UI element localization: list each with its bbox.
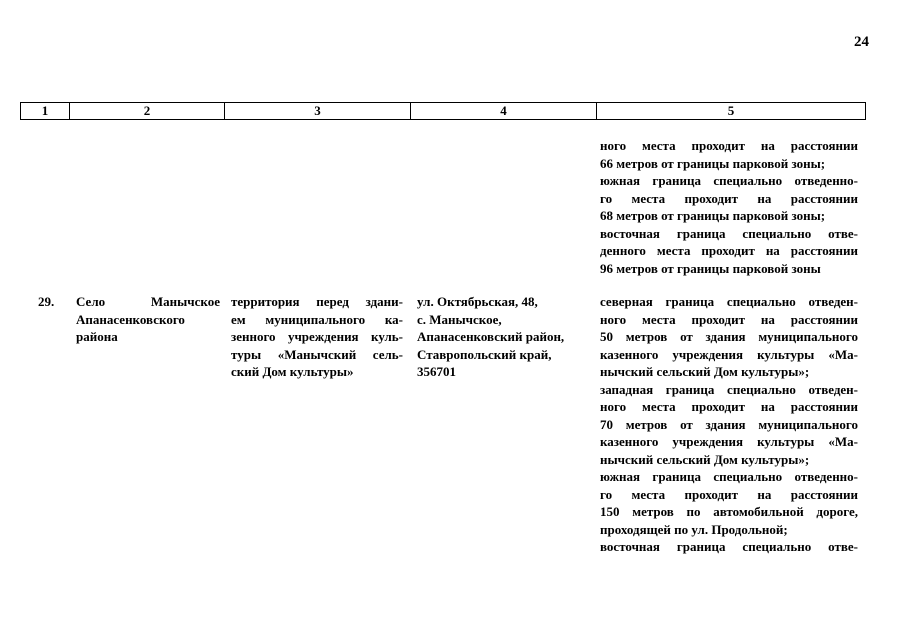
row29-settlement — [76, 293, 220, 346]
text-line: 50 метров от здания муниципального — [600, 329, 858, 344]
text-line: го места проходит на расстоянии — [600, 190, 858, 206]
row-number: 29. — [38, 294, 55, 309]
text-line: северная граница специально отведен- — [600, 294, 858, 309]
text-line: Апанасенковский район, — [417, 329, 565, 344]
text-line: денного места проходит на расстоянии — [600, 243, 858, 258]
text-line: южная граница специально отведенно- — [600, 469, 858, 484]
table-header — [20, 102, 866, 120]
text-line: казенного учреждения культуры «Ма- — [600, 346, 858, 362]
text-line: нычский сельский Дом культуры»; — [600, 451, 810, 467]
text-line: с. Манычское, — [417, 311, 502, 327]
text-line: 96 метров от границы парковой зоны — [600, 260, 821, 276]
text-line: го места проходит на расстоянии — [600, 486, 858, 502]
text-line: Село Манычское — [76, 294, 220, 309]
text-line: восточная граница специально отве- — [600, 539, 858, 554]
text-line: 70 метров от здания муниципального — [600, 416, 858, 432]
text-line: Ставропольский край, — [417, 346, 552, 362]
text-line: 150 метров по автомобильной дороге, — [600, 504, 858, 519]
header-col-2: 2 — [70, 103, 225, 120]
text-line: восточная граница специально отве- — [600, 225, 858, 241]
row29-boundaries — [600, 293, 858, 556]
text-line: ного места проходит на расстоянии — [600, 138, 858, 153]
text-line: ул. Октябрьская, 48, — [417, 294, 538, 309]
text-line: западная граница специально отведен- — [600, 381, 858, 397]
text-line: Апанасенковского — [76, 311, 185, 327]
text-line: казенного учреждения культуры «Ма- — [600, 434, 858, 449]
text-line: ного места проходит на расстоянии — [600, 311, 858, 327]
text-line: 356701 — [417, 364, 456, 379]
text-line: ного места проходит на расстоянии — [600, 399, 858, 414]
text-line: 66 метров от границы парковой зоны; — [600, 155, 826, 171]
continuation-col5 — [600, 137, 858, 277]
text-line: проходящей по ул. Продольной; — [600, 521, 788, 537]
text-line: территория перед здани- — [231, 294, 403, 309]
header-col-1: 1 — [21, 103, 70, 120]
text-line: района — [76, 329, 118, 344]
text-line: ский Дом культуры» — [231, 364, 354, 379]
table-header-row — [21, 103, 866, 120]
text-line: 68 метров от границы парковой зоны; — [600, 208, 826, 223]
text-line: нычский сельский Дом культуры»; — [600, 364, 810, 379]
header-col-4: 4 — [411, 103, 597, 120]
text-line: южная граница специально отведенно- — [600, 173, 858, 188]
row29-address — [417, 293, 589, 381]
text-line: туры «Манычский сель- — [231, 346, 403, 362]
header-col-5: 5 — [597, 103, 866, 120]
text-line: зенного учреждения куль- — [231, 329, 403, 344]
text-line: ем муниципального ка- — [231, 311, 403, 327]
row29-territory — [231, 293, 403, 381]
page-number: 24 — [854, 34, 869, 50]
header-col-3: 3 — [225, 103, 411, 120]
